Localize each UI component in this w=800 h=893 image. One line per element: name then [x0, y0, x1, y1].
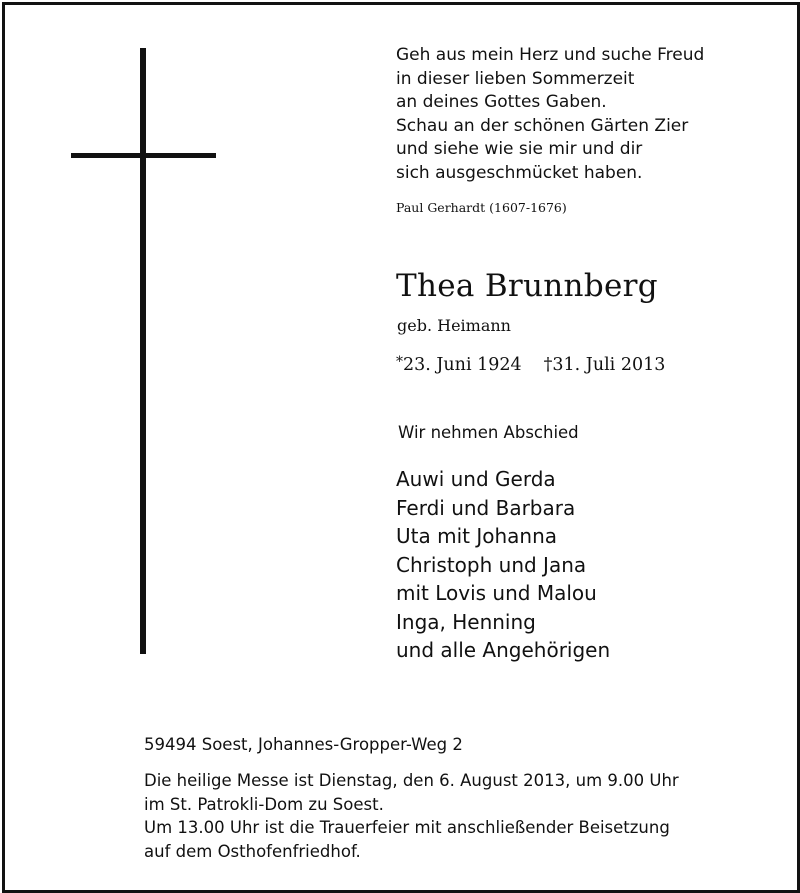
life-dates — [396, 354, 665, 375]
mourner-line: Ferdi und Barbara — [396, 495, 576, 520]
birth-star-icon: * — [396, 354, 403, 370]
mourner-line: Uta mit Johanna — [396, 524, 558, 548]
address: 59494 Soest, Johannes-Gropper-Weg 2 — [144, 735, 463, 754]
birth-date: 23. Juni 1924 — [403, 355, 522, 375]
farewell-text: Wir nehmen Abschied — [398, 423, 579, 442]
deceased-name: Thea Brunnberg — [396, 268, 658, 304]
mourner-line: und alle Angehörigen — [396, 638, 611, 662]
notice-line: im St. Patrokli-Dom zu Soest. — [144, 794, 384, 814]
poem — [396, 44, 704, 185]
poem-line: sich ausgeschmücket haben. — [396, 162, 643, 183]
cross-icon — [140, 48, 146, 654]
notice-line: Die heilige Messe ist Dienstag, den 6. August 2013, um 9.00 Uhr — [144, 771, 679, 790]
poem-line: in dieser lieben Sommerzeit — [396, 68, 635, 89]
mourner-line: Inga, Henning — [396, 609, 536, 634]
poem-author: Paul Gerhardt (1607-1676) — [396, 200, 567, 215]
poem-line: und siehe wie sie mir und dir — [396, 139, 643, 159]
poem-line: Schau an der schönen Gärten Zier — [396, 115, 689, 136]
mourners-list — [396, 465, 610, 665]
death-cross-icon: † — [543, 355, 553, 375]
death-date: 31. Juli 2013 — [552, 355, 666, 375]
mourner-line: mit Lovis und Malou — [396, 581, 597, 605]
notice-line: Um 13.00 Uhr ist die Trauerfeier mit anschließender Beisetzung — [144, 818, 670, 837]
mourner-line: Christoph und Jana — [396, 552, 587, 577]
cross-icon-crossbar — [71, 153, 216, 158]
notice-line: auf dem Osthofenfriedhof. — [144, 841, 361, 861]
poem-line: Geh aus mein Herz und suche Freud — [396, 45, 705, 65]
maiden-name: geb. Heimann — [397, 316, 511, 335]
service-notice — [144, 769, 679, 863]
poem-line: an deines Gottes Gaben. — [396, 92, 607, 112]
mourner-line: Auwi und Gerda — [396, 467, 556, 491]
